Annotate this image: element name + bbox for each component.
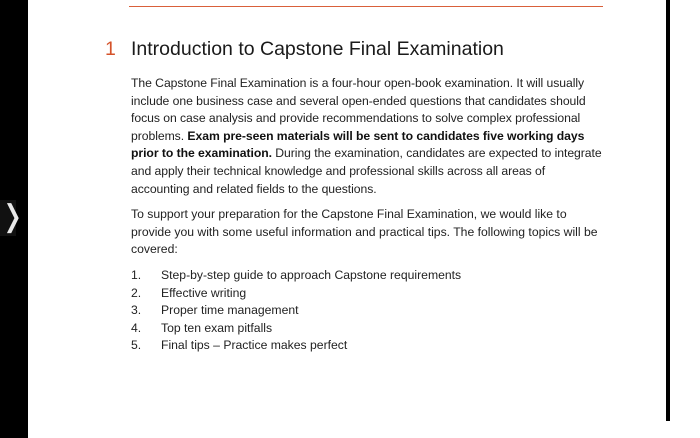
topics-list [131, 267, 603, 355]
previous-page-button[interactable] [0, 199, 26, 236]
list-item [131, 320, 603, 338]
chevron-right-icon: ❭ [0, 199, 26, 234]
section-heading [105, 38, 625, 61]
list-item [131, 337, 603, 355]
intro-paragraph [131, 75, 603, 198]
header-rule [129, 6, 603, 7]
list-item [131, 285, 603, 303]
list-item-label: Proper time management [161, 303, 299, 318]
list-item-label: Effective writing [161, 285, 247, 300]
document-page [28, 0, 666, 438]
support-paragraph: To support your preparation for the Capstone Final Examination, we would like to provide you with some useful information and practical tips. The following topics will be covered: [131, 207, 598, 257]
list-item-number: 3. [131, 303, 142, 318]
list-item-number: 2. [131, 285, 142, 300]
list-item [131, 267, 603, 285]
scrollbar-track[interactable] [666, 0, 670, 421]
intro-text-end: During the examination, candidates are expected to integrate and apply their technical knowledge and professional skills across all areas of accounting and related fields to the questions. [131, 146, 602, 196]
section-title: Introduction to Capstone Final Examination [131, 38, 504, 60]
list-item-number: 1. [131, 267, 142, 282]
section-body [131, 75, 603, 355]
list-item-label: Final tips – Practice makes perfect [161, 338, 348, 353]
section-number: 1 [105, 38, 116, 60]
list-item [131, 302, 603, 320]
intro-text-bold: Exam pre-seen materials will be sent to candidates five working days prior to the examination. [131, 128, 585, 161]
right-margin-strip [666, 0, 700, 438]
intro-text-start: The Capstone Final Examination is a four-hour open-book examination. It will usually include one business case and several open-ended questions that candidates should focus on case analysis and provide recommendations to solve complex professional problems. [131, 76, 586, 143]
list-item-number: 4. [131, 320, 142, 335]
list-item-label: Step-by-step guide to approach Capstone requirements [161, 267, 462, 282]
list-item-label: Top ten exam pitfalls [161, 320, 273, 335]
list-item-number: 5. [131, 338, 142, 353]
